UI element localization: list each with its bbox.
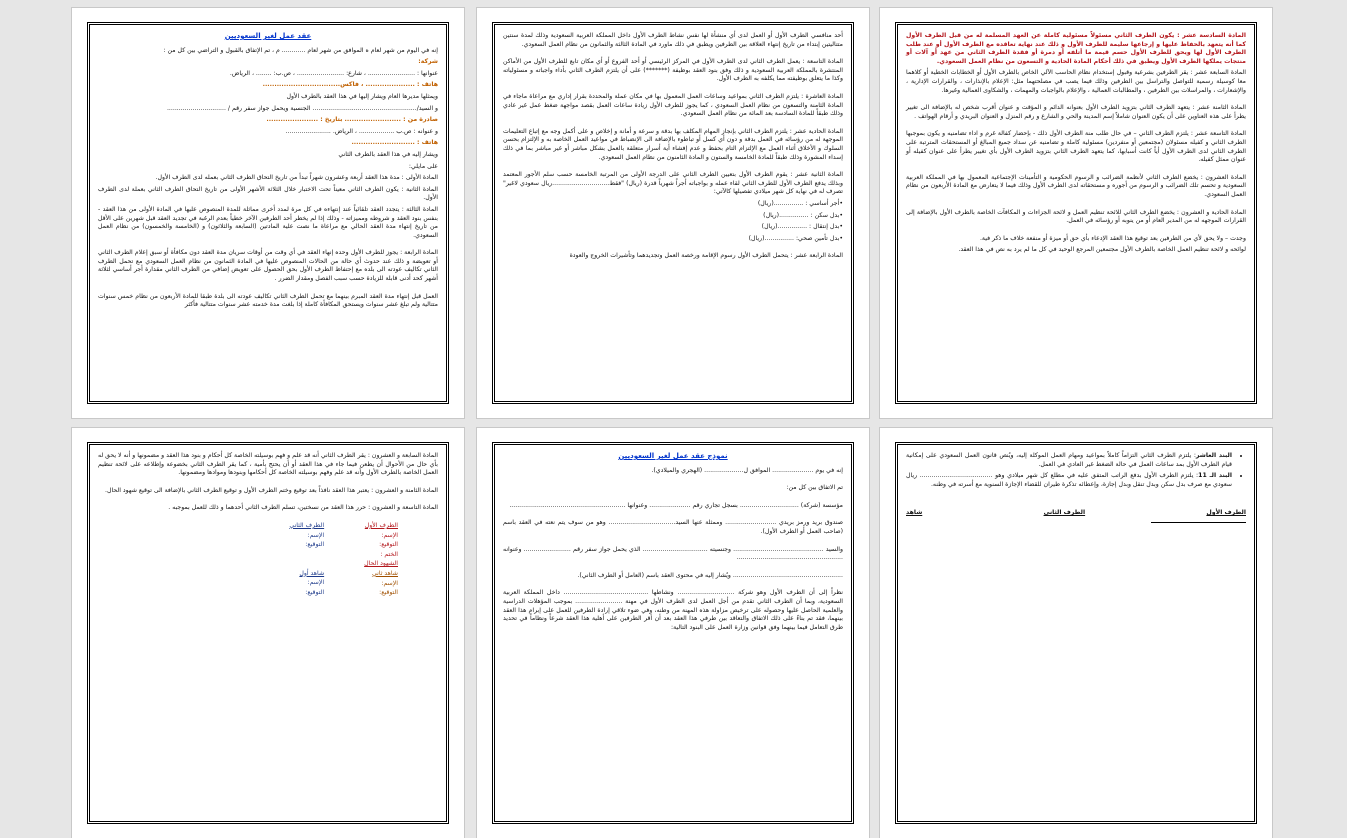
page-frame — [87, 442, 449, 824]
article: المادة الأولى : مدة هذا العقد أربعة وعشرون شهراً تبدأ من تاريخ التحاق الطرف الثاني بعمله لدى الطرف الأول. — [155, 174, 438, 182]
employee-line: و السيد/..................................................... الجنسية ويحمل جواز سفر رقم / .............................. — [166, 104, 438, 112]
signature-label: التوقيع: — [379, 541, 398, 549]
signature-label: التوقيع: — [305, 588, 325, 596]
name-label: الإسم: — [307, 531, 325, 539]
name-label: الإسم: — [381, 531, 398, 539]
address2-line: و عنوانه : ص.ب .................. ، الرياض. ....................... — [285, 127, 438, 135]
issued-line: صادرة من : ........................ بتاريخ : ...................... — [266, 116, 438, 124]
phone-line: هاتف : ..................... ، فاكس................................. — [262, 81, 438, 89]
name-label: الإسم: — [307, 579, 325, 587]
agreed-line: على مايلي: — [408, 162, 438, 170]
signature-label: التوقيع: — [305, 541, 325, 549]
page-thumbnail-2[interactable] — [477, 8, 869, 418]
article: المادة الرابعة عشر : يتحمل الطرف الأول رسوم الإقامة ورخصة العمل وتجديدهما وتأشيرات الخروج والعودة — [569, 252, 843, 260]
article: المادة الحادية عشر : يلتزم الطرف الثاني بإنجاز المهام المكلف بها بدقة و سرعة و أمانة و إخلاص و على أكمل وجه مع إتباع التعليمات الموجهة له من رؤسائه في العمل بدقة و دون أي كسل أو تباطوء بالإضافة الى الإنضباط في مواعيد العمل الخاصة به و الإلتزام بحسن السلوك و الأخلاق أثناء العمل مع الإلتزام التام بحفظ و عدم إفشاء أية أسرار متعلقة بالعمل بشكل مباشر أو غير مباشر بما في ذلك إسداء المشورة وذلك طبقاً للمادة الخامسة والستون و المادة الثامنون من نظام العمل السعودي. — [503, 127, 843, 161]
intro: إنه في اليوم من شهر لعام ه الموافق من شهر لعام ............ م ، تم الإتفاق بالقبول و التراضي بين كل من : — [163, 46, 438, 54]
name-label: الإسم: — [381, 579, 398, 587]
page-thumbnail-4[interactable] — [72, 428, 464, 838]
article: المادة الثالثة : يتجدد العقد تلقائياً عند إنتهاءه في كل مرة لمدد أخرى مماثلة للمدة المنصوص عليها في المادة الأولى من هذا العقد - بنفس بنود العقد و شروطه ومميزاته - وذلك إذا لم يخطر أحد الطرفين الآخر خطياً بعدم الرغبة في تجديد العقد قبل شهرين على الأقل من تاريخ إنتهاء مدة العقد الحالي مع مراعاة ما نصت علية المادتين (السابعة والثلاثون) و (الخامسة والخمسون) من نظام العمل السعودي. — [98, 205, 438, 239]
article: المادة الحادية و العشرون : يخضع الطرف الثاني للائحة تنظيم العمل و لائحة الجزاءات و المكافآت الخاصة بالطرف الأول بالإضافة إلى القرارات الموجهه له من المدير العام أو من ينوبه أو رؤسائه في العمل. — [906, 208, 1246, 225]
signature-columns — [98, 522, 398, 599]
salary-item: •أجر أساسي : ...............(ريال) — [757, 199, 843, 207]
second-party-heading: الطرف الثاني — [289, 521, 325, 529]
page-frame — [87, 22, 449, 404]
article: المادة السادسة عشر : يكون الطرف الثاني مسئولاً مسئولية كاملة عن العهد المسلمة له من قبل الطرف الأول كما أنه يتعهد بالحفاظ عليها و إرجاعها سليمة للطرف الأول و ذلك عند نهاية تعاقده مع الطرف الأول أو عند طلب الطرف الأول لها ويحق للطرف الأول حسم قيمة ما أتلفه أو دمرة أو فقدة الطرف الثاني من عهد أو آلات أو منتجات يملكها الطرف الأول ويطبق في ذلك أحكام المادة الحادية و التسعون من نظام العمل السعودي. — [906, 32, 1246, 65]
witness-heading: الشهود الحال — [364, 560, 398, 568]
list-item: • البند الـ 11: يلتزم الطرف الأول بدفع الراتب المتفق عليه في مطلع كل شهر ميلادي وهو ..................................... ريال سعودي مع صرف بدل سكن وبدل تنقل وبدل إجازة، وإعطائه تذكرة طيران للقضاء الإجازة السنوية مع أسرته في وطنه. — [906, 472, 1232, 489]
paragraph: وجدت – ولا يحق لأي من الطرفين بعد توقيع هذا العقد الإدعاء بأي حق أو ميزة أو منفعة خلاف ما ذكر فية. — [979, 234, 1246, 242]
signature-label: التوقيع: — [379, 589, 398, 597]
salary-item: •بدل إنتقال : ...............(ريال) — [761, 223, 843, 231]
second-party-label: الطرف الثاني — [1043, 509, 1086, 517]
article: المادة الثانية : يكون الطرف الثاني معيناً تحت الاختبار خلال الثلاثة الأشهر الأولى من تاريخ التحاق الطرف الثاني بعملة لدى الطرف الأول. — [98, 185, 438, 202]
article: المادة السابعة و العشرون : يقر الطرف الثاني أنه قد علم و فهم بوسيلته الخاصة كل أحكام و بنود هذا العقد و مضمونها و أنه لا يحق له بأي حال من الأحوال أن يطعن فيما جاء في هذا العقد أو أن يحتج بأمية ، كما يقر الطرف الثاني بخضوعة وإطلاعه على لائحة تنظيم العمل الخاصة بالطرف الأول وأنه قد علم وفهم بوسيلته الخاصة كل أحكامها وبنودها وموادها ومضمونها. — [98, 452, 438, 477]
article: المادة الثامنة عشر : يتعهد الطرف الثاني بتزويد الطرف الأول بعنوانه الدائم و المؤقت و عنوان أقرب شخص له بالإضافة الى تغيير يطرأ على هذه العناوين على أن يكون العنوان شاملاً إسم المدينة والحي و الشارع و رقم المنزل و العنوان البريدي و أرقام الهواتف . — [906, 104, 1246, 120]
company-label: شركة: — [418, 58, 438, 66]
salary-item: •بدل تأمين صحي: ...............(ريال) — [748, 234, 843, 242]
page-thumbnail-6[interactable] — [880, 428, 1272, 838]
contract-title: نموذج عقد عمل لغير السعوديين — [618, 452, 728, 460]
paragraph: مؤسسة (شركة) .............................. بسجل تجاري رقم ..................... وعنوانها ........................................................... — [509, 501, 843, 509]
article: المادة التاسعة : يعمل الطرف الثاني لدى الطرف الأول في المركز الرئيسي أو أحد الفروع أو أي مكان تابع للطرف الأول من الأماكن المنتشرة بالمملكة العربية السعودية و ذلك وفق بنود العقد بوظيفة (*******) على أن يلتزم الطرف الثاني بأداء واجباته و مسئولياته وكذا ما يتعلق بوظيفته مما يكلفه به الطرف الأول. — [503, 58, 843, 83]
page-frame — [895, 442, 1257, 824]
contract-title: عقد عمل لغير السعوديين — [224, 32, 312, 40]
paragraph: تم الاتفاق بين كل من: — [786, 484, 843, 492]
address-line: عنوانها : ........................ ، شارع: ........................ ، ص.ب: ........ ، الرياض. — [229, 69, 438, 77]
clause-list — [906, 452, 1232, 489]
page-thumbnail-3[interactable] — [72, 8, 464, 418]
paragraph: صندوق بريد ورمز بريدي .......................... وممثلة عنها السيد.................................. وهو من سوف يتم نعته في العقد باسم (صاحب العمل أو الطرف الأول). — [503, 519, 843, 535]
first-party-column — [364, 522, 398, 599]
paragraph: نظراً إلى أن الطرف الأول وهو شركة ............................. ونشاطها ........................................... داخل المملكة العربية السعودية، وبما أن الطرف الثاني تقدم من أجل العمل لدى الطرف الأول في مهنة ........................ بموجب المؤهلات الدراسية والعلمية الحاصل عليها وحصوله على ترخيص مزاولة هذه المهنة من وطنه، وفي ضوء تلاقي إرادة الطرفين للعمل على إبرام هذا العقد بينهما، فقد تم بناءً على ذلك الاتفاق والتعاقد بين طرفي هذا العقد بعد أن أقر الطرفين على أهلية هذا العقد شرعاً ونظاماً في تحديد طرق التعامل فيما بينهما وفق قوانين وزارة العمل على البنود التالية: — [503, 589, 843, 631]
second-party-column — [289, 522, 324, 599]
first-party-label: الطرف الأول — [1206, 509, 1246, 517]
page-thumbnail-1[interactable] — [880, 8, 1272, 418]
representative-line: ويمثلها مديرها العام ويشار إليها في هذا العقد بالطرف الأول — [286, 92, 438, 100]
witness-2-heading: شاهد ثاني — [371, 569, 398, 577]
page-frame — [895, 22, 1257, 404]
article: المادة التاسعة عشر : يلتزم الطرف الثاني – في حال طلب منة الطرف الأول ذلك - بإحضار كفالة غرم و اداء تضامنيه و يكون بموجبها الطرف الثاني و كفيله مسئولان (مجتمعين أو منفردين) مسئولية كاملة و تضامنيه عن سداد جميع المبالغ أو المستحقات المترتبة على الطرف الثاني لدى الطرف الأول أياً كانت أسبابها، كما يتعهد الطرف الثاني بتزويد الطرف الأول بأي تغيير يطرأ على عنوان كفيله أو عنوان ممثل كفيله. — [906, 130, 1246, 164]
page-frame — [492, 442, 854, 824]
salary-item: •بدل سكن : ...............(ريال) — [763, 211, 843, 219]
paragraph: لوائحه و لائحة تنظيم العمل الخاصة بالطرف الأول مجتمعين المرجع الوحيد في كل ما لم يرد به نص في هذا العقد. — [958, 246, 1246, 254]
paragraph: ........................................................ ويُشار إليه في محتوى العقد باسم (العامل أو الطرف الثاني). — [577, 571, 843, 579]
article: المادة الثامنة و العشرون : يعتبر هذا العقد نافذاً بعد توقيع وختم الطرف الأول و توقيع الطرف الثاني بالإضافة الى توقيع شهود الحال. — [105, 486, 438, 494]
witness-label: شاهد — [906, 509, 923, 517]
signature-line — [1151, 522, 1246, 523]
article: المادة العشرون : يخضع الطرف الثاني لأنظمة الضرائب و الرسوم الحكومية و التأمينات الإجتماعية المعمول بها في المملكة العربية السعودية و تحسم تلك الضرائب و الرسوم من أجوره و مستحقاته لدى الطرف الأول وذلك فيما لا يتعارض مع المادة الأربعون من نظام العمل السعودي. — [906, 173, 1246, 198]
list-item: • البند العاشر: يلتزم الطرف الثاني التزاماً كاملاً بمواعيد ومهام العمل الموكلة إليه، ويُنص قانون العمل السعودي على إمكانية قيام الطرف الأول بمد ساعات العمل في حالة الضغط غير العادي في العمل. — [906, 452, 1232, 469]
first-party-heading: الطرف الأول — [364, 521, 398, 529]
article: المادة السابعة عشر : يقر الطرفين بشرعية وقبول إستخدام نظام الحاسب الآلي الخاص بالطرف الأول أو الخطابات الخطية أو كلاهما معا كوسيلة رسمية للتواصل والتراسل بين الطرفين وذلك فيما يصب في مصلحتهما مثل: الإعلام بالإنذارات ، والقرارات الإدارية ، والإشعارات ، والمراسلات بين الطرفين ، والمطالبات العمالية ، والإعلام بالواجبات والمهمات ، والشكاوى العمالية وغيرها. — [906, 69, 1246, 94]
article: العمل قبل إنتهاء مدة العقد المبرم بينهما مع تحمل الطرف الثاني تكاليف عودته الى بلدة طبقا للمادة الأربعون من نظام خمس سنوات متتالية ولم تبلغ عشر سنوات ويستحق المكافأة كاملة إذا بلغت مدة خدمته عشر سنوات متتالية فأكثر — [98, 292, 438, 309]
page-frame — [492, 22, 854, 404]
witness-1-heading: شاهد أول — [299, 569, 325, 577]
paragraph: والسيد .............................................. وجنسيته ................................. الذي يحمل جواز سفر رقم ........................ وعنوانه ...................................................... — [503, 545, 843, 562]
article: المادة العاشرة : يلتزم الطرف الثاني بمواعيد وساعات العمل المعمول بها في مكان عملة والمحددة بقرار إداري مع مراعاة ماجاء في المادة الثامنة والتسعون من نظام العمل السعودي ، كما يجوز للطرف الأول زيادة ساعات العمل بقصد مواجهة ضغط عمل غير عادي وذلك طبقاً للمادة السادسة بعد المائة من نظام العمل السعودي. — [503, 92, 843, 118]
article: المادة الرابعة : يجوز للطرف الأول وحده إنهاء العقد في أي وقت من أوقات سريان مدة العقد دون مكافأة أو سبق إعلام الطرف الثاني أو تعويضة و ذلك عند حدوث أي حالة من الحالات المنصوص عليها في المادة الثمانون من نظام العمل السعودي مع تحمل الطرف الثاني تكاليف عودته الى بلده مع إحتفاظ الطرف الأول بحق الحصول على تعويض إضافي من الطرف الثاني مقدارة أجر أساسي لثلاثة أشهر كحد أدنى قابلة للزيادة حسب سبب الفصل ومقدار الضرر . — [98, 249, 438, 283]
seal-label: الختم : — [380, 550, 398, 558]
second-party-line: ويشار إليه في هذا العقد بالطرف الثاني — [338, 150, 438, 158]
article: المادة الثانية عشر : يقوم الطرف الأول بتعيين الطرف الثاني على الدرجة الأولى من المرتبة الخامسة حسب سلم الأجور المعتمد وبذلك يدفع الطرف الأول للطرف الثاني لقاء عمله و بواجباته أجراً شهرياً قدرة (ريال) "فقط.............................ريال سعودي لاغير" تصرف له في نهاية كل شهر ميلادي تفصيلها كالآتي: — [503, 171, 843, 196]
paragraph: أحد منافسي الطرف الأول أو العمل لدى أي منشأة لها نفس نشاط الطرف الأول داخل المملكة العربية السعودية وذلك لمدة سنتين متتاليتين إبتداء من تاريخ إنتهاء العلاقة بين الطرفين ويطبق في ذلك ماورد في المادة الثالثة والثمانون من نظام العمل السعودي. — [503, 32, 843, 48]
paragraph: إنه في يوم ..................... الموافق ل.................... (الهجري والميلادي). — [651, 466, 843, 474]
article: المادة التاسعة و العشرون : حرر هذا العقد من نسختين، تسلم الطرف الثاني أحدهما و ذلك للعمل بموجبه . — [168, 504, 438, 512]
signature-row — [906, 509, 1246, 518]
page-thumbnail-5[interactable] — [477, 428, 869, 838]
phone2-line: هاتف : ........................... — [351, 139, 438, 147]
